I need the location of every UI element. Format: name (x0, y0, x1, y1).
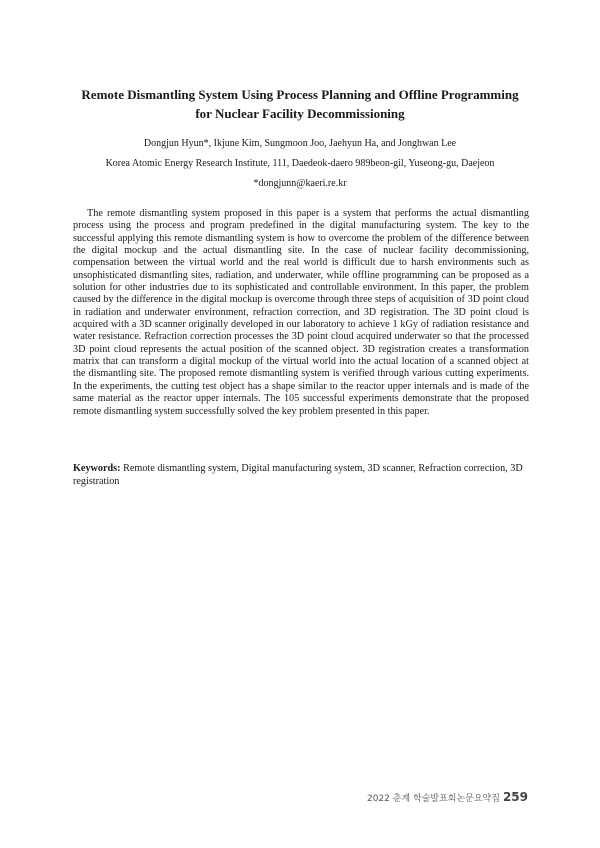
keywords-paragraph (73, 463, 533, 488)
affiliation: Korea Atomic Energy Research Institute, 111, Daedeok-daero 989beon-gil, Yuseong-gu, Daejeon (105, 158, 495, 169)
proceedings-title: 2022 춘계 학술발표회논문요약집 (366, 794, 500, 804)
corresponding-email: *dongjunn@kaeri.re.kr (253, 178, 347, 189)
page-footer (367, 790, 528, 804)
keywords-list: Remote dismantling system, Digital manufacturing system, 3D scanner, Refraction correction, 3D registration (73, 463, 523, 487)
page-number: 259 (502, 790, 528, 804)
abstract-paragraph: The remote dismantling system proposed in this paper is a system that performs the actual dismantling process using the process and program predefined in the digital manufacturing system. The key to the successful applying this remote dismantling system is how to overcome the problem of the difference between the digital mockup and the actual dismantling site. In the case of nuclear facility decommissioning, compensation between the virtual world and the real world is difficult due to harsh environments such as unsophisticated dismantling sites, radiation, and underwater, while offline programming can be proposed as a solution for other industries due to its sophisticated and controllable environment. In this paper, the problem caused by the difference in the digital mockup is overcome through three steps of acquisition of 3D point cloud in radiation and underwater environment, refraction correction, and 3D registration. The 3D point cloud is acquired with a 3D scanner originally developed in our laboratory to achieve 1 kGy of radiation resistance and water resistance. Refraction correction processes the 3D point cloud acquired underwater so that the processed 3D point cloud represents the actual position of the scanned object. 3D registration creates a transformation matrix that can transform a digital mockup of the virtual world into the actual location of a scanned object at the dismantling site. The proposed remote dismantling system is verified through various cutting experiments. In the experiments, the cutting test object has a shape similar to the reactor upper internals and is made of the same material as the reactor upper internals. The 105 successful experiments demonstrate that the proposed remote dismantling system successfully solved the key problem presented in this paper. (73, 208, 529, 417)
title-line-2: for Nuclear Facility Decommissioning (195, 106, 405, 121)
paper-title (60, 85, 540, 123)
keywords-label: Keywords: (73, 463, 121, 474)
author-list: Dongjun Hyun*, Ikjune Kim, Sungmoon Joo, Jaehyun Ha, and Jonghwan Lee (143, 138, 457, 149)
title-line-1: Remote Dismantling System Using Process Planning and Offline Programming (81, 87, 519, 102)
